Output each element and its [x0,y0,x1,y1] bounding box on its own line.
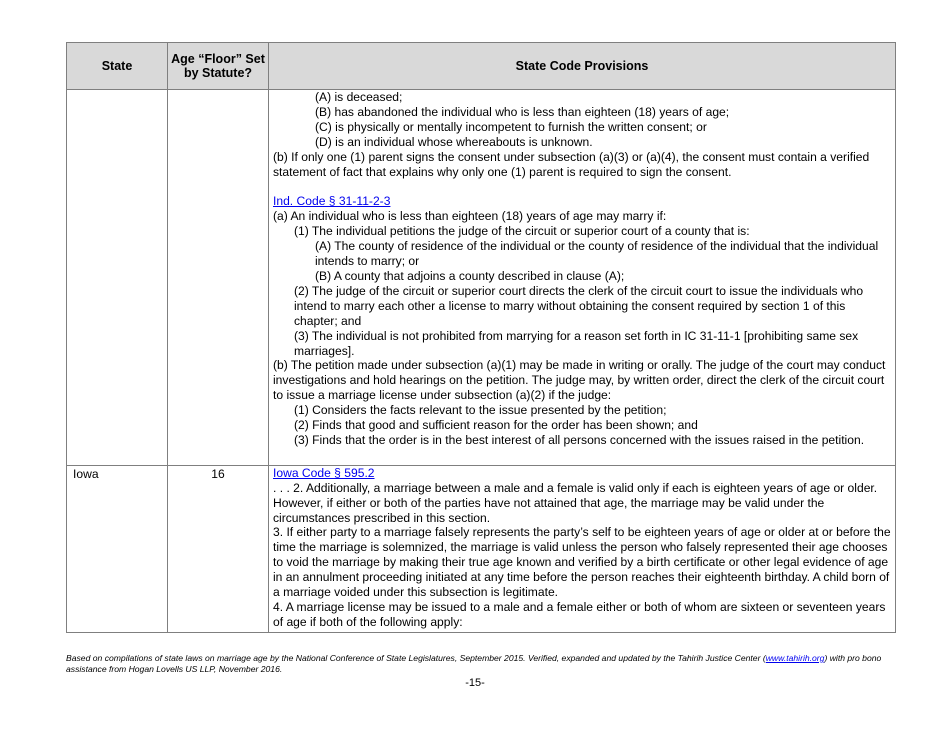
provision-line: (A) is deceased; [315,90,403,104]
table-header-row [67,43,896,90]
provision-line: (1) The individual petitions the judge of the circuit or superior court of a county that is: [294,224,750,239]
provision-line: (3) The individual is not prohibited from marrying for a reason set forth in IC 31-11-1 [prohibiting same sex marriages]. [294,328,859,358]
provision-line: (D) is an individual whose whereabouts is unknown. [315,134,593,149]
provision-line: (A) The county of residence of the individual or the county of residence of the individual that the individual intends to marry; or [315,239,879,269]
paragraph-gap [273,179,891,194]
table-row-iowa [67,465,896,632]
provision-line: (B) A county that adjoins a county described in clause (A); [315,268,625,283]
page-number: -15- [465,677,485,689]
provision-line: (C) is physically or mentally incompetent to furnish the written consent; or [315,119,707,134]
provision-line: (b) The petition made under subsection (a)(1) may be made in writing or orally. The judge of the court may conduct investigations and hold hearings on the petition. The judge may, by written order, direct the clerk of the circuit court to issue a marriage license under subsection (a)(2) if the judge: [273,358,886,403]
state-cell [67,90,168,466]
statute-link-iowa-595-2[interactable]: Iowa Code § 595.2 [273,465,375,480]
provisions-cell [269,465,896,632]
age-cell: 16 [168,465,269,632]
age-cell [168,90,269,466]
statute-link-ind-31-11-2-3[interactable]: Ind. Code § 31-11-2-3 [273,194,391,209]
footnote-text-end: ) with pro bono assistance from Hogan Lovells US LLP, November 2016. [66,653,882,674]
header-age-floor: Age “Floor” Set by Statute? [168,43,269,90]
provision-line: (2) Finds that good and sufficient reason for the order has been shown; and [294,418,698,433]
provision-line: (b) If only one (1) parent signs the consent under subsection (a)(3) or (a)(4), the consent must contain a verified statement of fact that explains why only one (1) parent is required to sign the consent. [273,149,870,179]
state-cell: Iowa [67,465,168,632]
provision-line: (1) Considers the facts relevant to the issue presented by the petition; [294,403,667,418]
provision-line: (2) The judge of the circuit or superior court directs the clerk of the circuit court to issue the individuals who intend to marry each other a license to marry without obtaining the consent required by section 1 of this chapter; and [294,283,864,328]
tahirih-website-link[interactable]: www.tahirih.org [765,653,825,663]
provision-line: 4. A marriage license may be issued to a male and a female either or both of whom are sixteen or seventeen years of age if both of the following apply: [273,600,886,629]
marriage-age-table [66,42,896,633]
provision-line: (B) has abandoned the individual who is less than eighteen (18) years of age; [315,104,730,119]
provision-line: . . . 2. Additionally, a marriage between a male and a female is valid only if each is eighteen years of age or older. However, if either or both of the parties have not attained that age, the marriage may be valid under the circumstances prescribed in this section. [273,480,878,525]
footnote [66,653,896,675]
table-row-indiana-continued [67,90,896,466]
provisions-cell [269,90,896,466]
footnote-text-start: Based on compilations of state laws on marriage age by the National Conference of State Legislatures, September 2015. Verified, expanded and updated by the Tahirih Justice Center ( [66,653,766,663]
header-provisions: State Code Provisions [269,43,896,90]
provision-line: (a) An individual who is less than eighteen (18) years of age may marry if: [273,209,667,224]
provision-line: 3. If either party to a marriage falsely represents the party’s self to be eighteen years of age or older at or before the time the marriage is solemnized, the marriage is valid unless the person who falsely represented their age chooses to void the marriage by making their true age known and verified by a birth certificate or other legal evidence of age in an annulment proceeding initiated at any time before the person reaches their eighteenth birthday. A child born of a marriage voided under this subsection is legitimate. [273,525,891,600]
provision-line: (3) Finds that the order is in the best interest of all persons concerned with the issues raised in the petition. [294,432,865,447]
header-state: State [67,43,168,90]
